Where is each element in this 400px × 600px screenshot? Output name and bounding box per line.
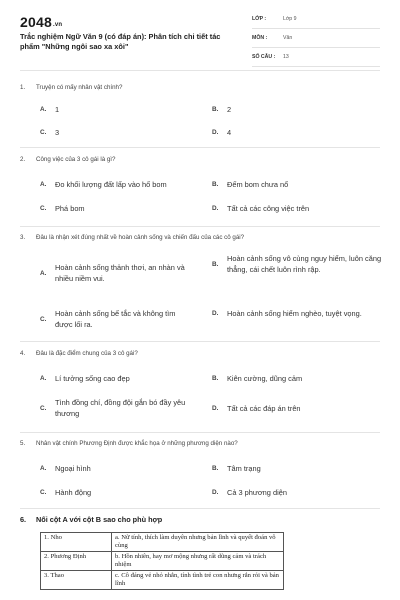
divider — [20, 508, 380, 509]
question-text — [20, 349, 380, 358]
option-letter: A. — [40, 465, 47, 472]
option-b[interactable] — [212, 104, 367, 115]
option-d[interactable] — [212, 403, 367, 414]
option-letter: B. — [212, 465, 219, 472]
meta-info — [252, 13, 380, 70]
question-text — [20, 515, 380, 524]
question-6 — [20, 515, 380, 524]
meta-label: LỚP : — [252, 16, 267, 22]
question-4 — [20, 349, 380, 358]
option-text: Đo khối lượng đất lấp vào hố bom — [55, 180, 167, 189]
option-text: Hành động — [55, 488, 92, 497]
meta-label: SỐ CÂU : — [252, 54, 276, 60]
column-a-cell: 1. Nho — [41, 533, 112, 552]
option-text: 4 — [227, 128, 232, 137]
option-a[interactable] — [40, 104, 195, 115]
column-b-cell: b. Hồn nhiên, hay mơ mộng nhưng rất dũng cảm và trách nhiệm — [112, 552, 284, 571]
table-row — [41, 533, 284, 552]
option-b[interactable] — [212, 179, 367, 190]
option-c[interactable] — [40, 487, 195, 498]
site-logo[interactable] — [20, 14, 62, 30]
option-letter: A. — [40, 181, 47, 188]
option-letter: D. — [212, 489, 219, 496]
question-label: Công việc của 3 cô gái là gì? — [36, 156, 116, 163]
option-a[interactable] — [40, 262, 195, 284]
question-2 — [20, 155, 380, 164]
option-letter: C. — [40, 489, 47, 496]
question-text — [20, 233, 380, 242]
logo-suffix: .vn — [52, 22, 63, 28]
option-b[interactable] — [212, 373, 367, 384]
option-a[interactable] — [40, 373, 195, 384]
divider — [20, 147, 380, 148]
option-text: Tình đồng chí, đồng đội gắn bó đầy yêu thương — [55, 398, 186, 418]
option-text: Phá bom — [55, 204, 85, 213]
option-letter: B. — [212, 106, 219, 113]
option-letter: B. — [212, 375, 219, 382]
option-letter: A. — [40, 106, 47, 113]
option-letter: D. — [212, 310, 219, 317]
option-text: Hoàn cảnh sống vô cùng nguy hiểm, luôn căng thẳng, cái chết luôn rình rập. — [227, 254, 382, 274]
meta-row-count — [252, 51, 380, 67]
matching-table — [40, 532, 284, 590]
divider — [20, 432, 380, 433]
option-text: Hoàn cảnh sống bế tắc và không tìm được lối ra. — [55, 309, 176, 329]
option-letter: C. — [40, 129, 47, 136]
option-text: 1 — [55, 105, 60, 114]
question-number: 4. — [20, 350, 26, 357]
option-text: Ngoại hình — [55, 464, 91, 473]
option-b[interactable] — [212, 253, 382, 275]
question-label: Nhân vật chính Phương Định được khắc họa ở những phương diện nào? — [36, 440, 238, 447]
option-text: Hoàn cảnh sống hiểm nghèo, tuyệt vọng. — [227, 309, 362, 318]
option-c[interactable] — [40, 127, 195, 138]
logo-text: 2048 — [20, 14, 52, 30]
question-3 — [20, 233, 380, 242]
column-a-cell: 3. Thao — [41, 571, 112, 590]
divider — [20, 226, 380, 227]
option-letter: D. — [212, 405, 219, 412]
option-text: Tâm trạng — [227, 464, 261, 473]
option-letter: C. — [40, 404, 47, 412]
option-b[interactable] — [212, 463, 367, 474]
meta-label: MÔN : — [252, 35, 268, 41]
question-text — [20, 439, 380, 448]
column-a-cell: 2. Phương Định — [41, 552, 112, 571]
question-label: Đâu là nhận xét đúng nhất về hoàn cảnh sống và chiến đấu của các cô gái? — [36, 234, 245, 241]
question-label: Đâu là đặc điểm chung của 3 cô gái? — [36, 350, 138, 357]
question-1 — [20, 83, 380, 92]
divider — [20, 70, 380, 71]
option-text: Hoàn cảnh sống thảnh thơi, an nhàn và nhiều niềm vui. — [55, 263, 185, 283]
question-number: 6. — [20, 515, 27, 524]
option-letter: B. — [212, 260, 219, 268]
option-d[interactable] — [212, 487, 367, 498]
option-a[interactable] — [40, 463, 195, 474]
meta-value: 13 — [283, 54, 289, 60]
option-text: Cả 3 phương diện — [227, 488, 287, 497]
option-text: Đếm bom chưa nổ — [227, 180, 289, 189]
option-c[interactable] — [40, 397, 195, 419]
question-text — [20, 155, 380, 164]
table-row — [41, 571, 284, 590]
question-label: Truyện có mấy nhân vật chính? — [36, 84, 123, 91]
column-b-cell: a. Nữ tính, thích làm duyên nhưng bản lĩnh và quyết đoán vô cùng — [112, 533, 284, 552]
option-letter: D. — [212, 205, 219, 212]
option-d[interactable] — [212, 203, 367, 214]
option-text: 2 — [227, 105, 232, 114]
option-d[interactable] — [212, 308, 382, 319]
meta-value: Văn — [283, 35, 293, 41]
meta-row-class — [252, 13, 380, 29]
question-number: 1. — [20, 84, 26, 91]
option-text: Lí tưởng sống cao đẹp — [55, 374, 130, 383]
question-text — [20, 83, 380, 92]
option-a[interactable] — [40, 179, 195, 190]
meta-value: Lớp 9 — [283, 16, 297, 22]
option-letter: C. — [40, 315, 47, 323]
option-text: Tất cả các công việc trên — [227, 204, 310, 213]
table-row — [41, 552, 284, 571]
option-c[interactable] — [40, 203, 195, 214]
option-text: Kiên cường, dũng cảm — [227, 374, 303, 383]
option-letter: C. — [40, 205, 47, 212]
document-header — [0, 0, 400, 68]
option-text: 3 — [55, 128, 60, 137]
question-number: 5. — [20, 440, 26, 447]
option-letter: B. — [212, 181, 219, 188]
document-title: Trắc nghiệm Ngữ Văn 9 (có đáp án): Phân tích chi tiết tác phẩm "Những ngôi sao xa xôi" — [20, 32, 221, 51]
option-letter: A. — [40, 375, 47, 382]
option-text: Tất cả các đáp án trên — [227, 404, 301, 413]
meta-row-subject — [252, 32, 380, 48]
question-label: Nối cột A với cột B sao cho phù hợp — [36, 515, 163, 524]
question-number: 3. — [20, 234, 26, 241]
option-letter: A. — [40, 269, 47, 277]
question-number: 2. — [20, 156, 26, 163]
column-b-cell: c. Cô đáng vẻ nhỏ nhắn, tính tình trẻ con nhưng rắn rỏi và bản lĩnh — [112, 571, 284, 590]
option-letter: D. — [212, 129, 219, 136]
question-5 — [20, 439, 380, 448]
divider — [20, 341, 380, 342]
option-d[interactable] — [212, 127, 367, 138]
option-c[interactable] — [40, 308, 195, 330]
